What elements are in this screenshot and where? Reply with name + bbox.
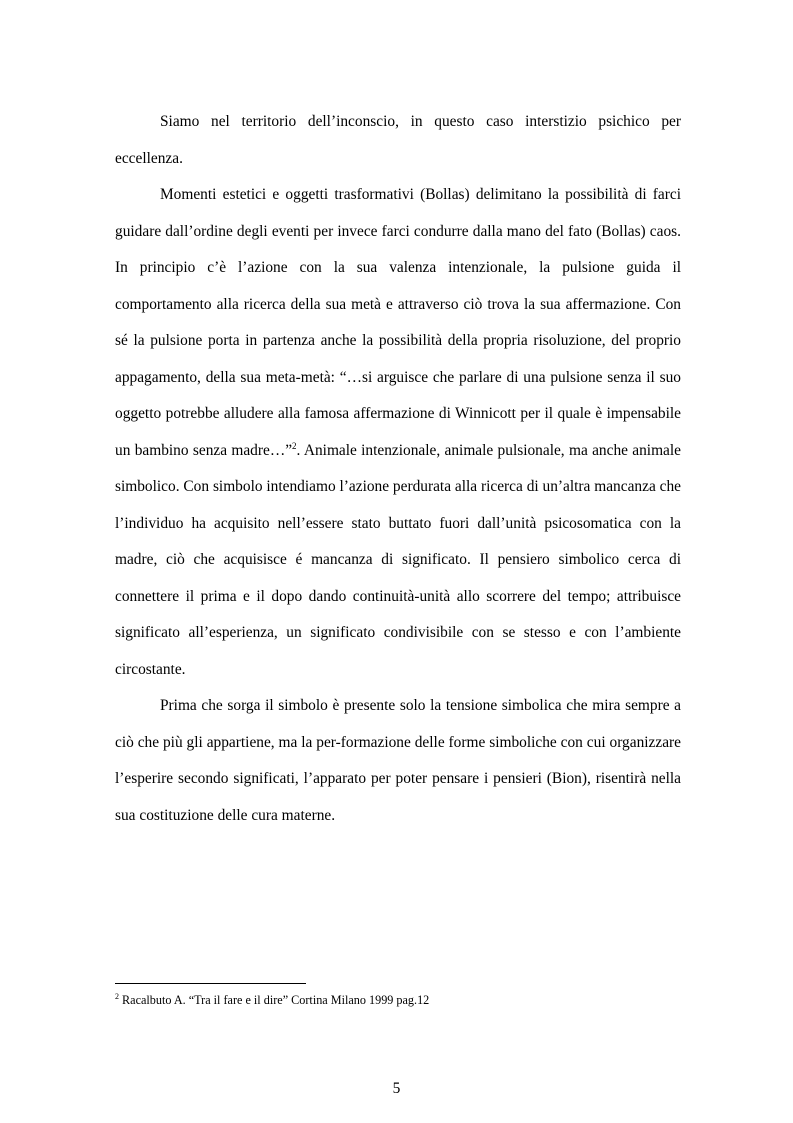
footnote-number: 2 bbox=[115, 991, 119, 1001]
paragraph-2 bbox=[115, 177, 681, 688]
page-number: 5 bbox=[392, 1080, 401, 1097]
footnote bbox=[115, 992, 681, 1008]
paragraph-3 bbox=[115, 688, 681, 834]
paragraph-2-text-before-ref: Momenti estetici e oggetti trasformativi (Bollas) delimitano la possibilità di farci guidare dall’ordine degli eventi per invece farci condurre dalla mano del fato (Bollas) caos. In principio c’è l’azione con la sua valenza intenzionale, la pulsione guida il comportamento alla ricerca della sua metà e attraverso ciò trova la sua affermazione. Con sé la pulsione porta in partenza anche la possibilità della propria risoluzione, del proprio appagamento, della sua meta-metà: “…si arguisce che parlare di una pulsione senza il suo oggetto potrebbe alludere alla famosa affermazione di Winnicott per il quale è impensabile un bambino senza madre…” bbox=[115, 186, 681, 459]
footnote-reference: 2 bbox=[292, 440, 297, 451]
footnote-text: Racalbuto A. “Tra il fare e il dire” Cortina Milano 1999 pag.12 bbox=[119, 993, 430, 1007]
paragraph-3-text: Prima che sorga il simbolo è presente solo la tensione simbolica che mira sempre a ciò che più gli appartiene, ma la per-formazione delle forme simboliche con cui organizzare l’esperire secondo significati, l’apparato per poter pensare i pensieri (Bion), risentirà nella sua costituzione delle cura materne. bbox=[115, 697, 681, 824]
paragraph-1-text: Siamo nel territorio dell’inconscio, in questo caso interstizio psichico per eccellenza. bbox=[115, 113, 681, 167]
paragraph-2-text-after-ref: . Animale intenzionale, animale pulsionale, ma anche animale simbolico. Con simbolo intendiamo l’azione perdurata alla ricerca di un’altra mancanza che l’individuo ha acquisito nell’essere stato buttato fuori dall’unità psicosomatica con la madre, ciò che acquisisce é mancanza di significato. Il pensiero simbolico cerca di connettere il prima e il dopo dando continuità-unità allo scorrere del tempo; attribuisce significato all’esperienza, un significato condivisibile con se stesso e con l’ambiente circostante. bbox=[115, 441, 681, 678]
body-text bbox=[115, 104, 681, 834]
paragraph-1 bbox=[115, 104, 681, 177]
footnote-separator bbox=[115, 983, 306, 984]
